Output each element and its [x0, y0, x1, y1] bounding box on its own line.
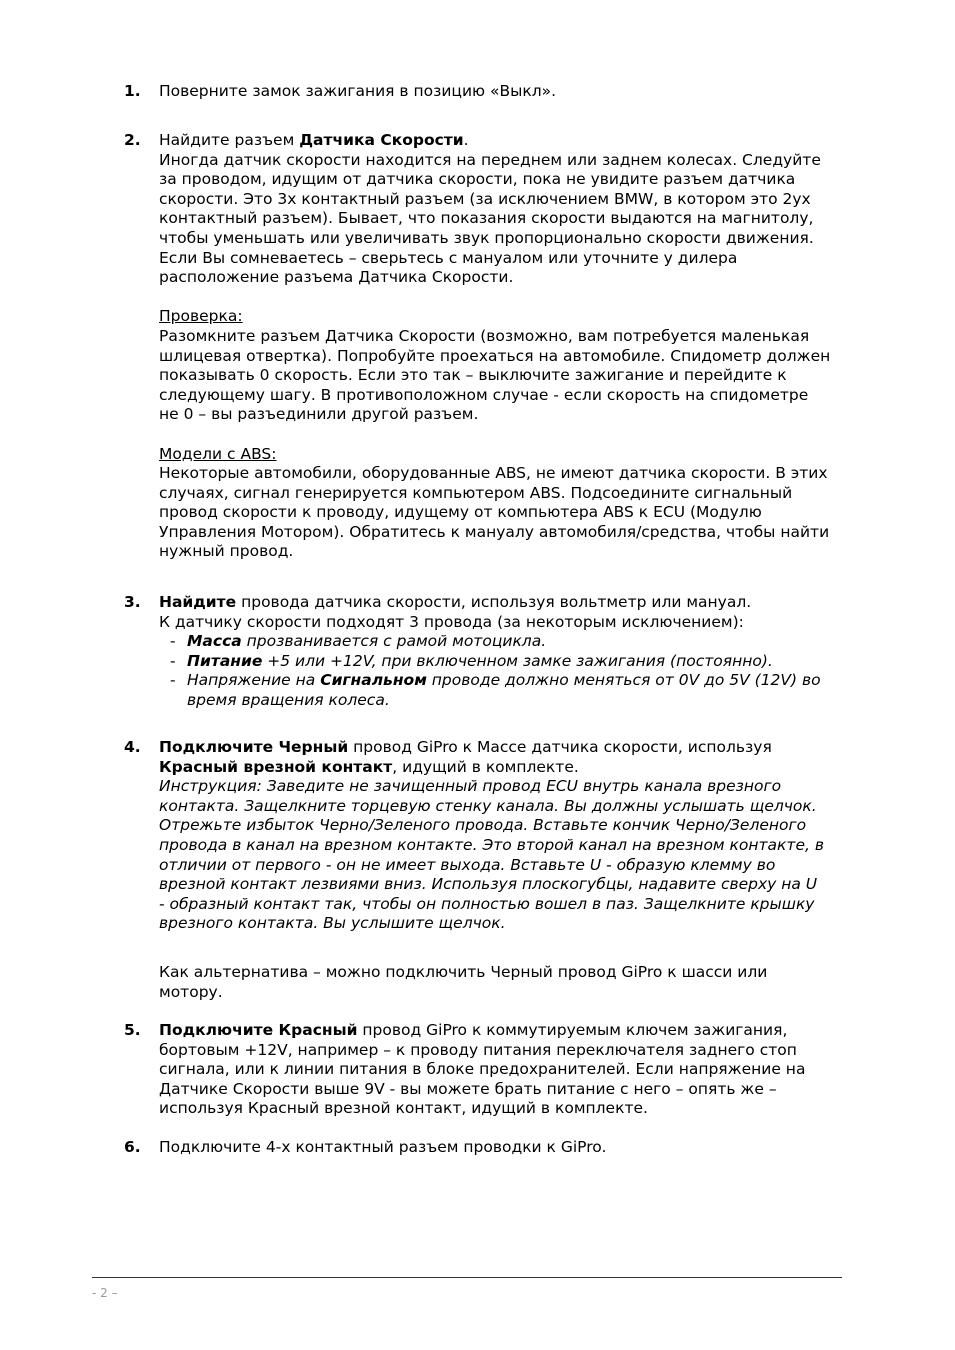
instr-line: Отрежьте избыток Черно/Зеленого провода. Вставьте кончик Черно/Зеленого: [159, 816, 807, 835]
abs-heading: Модели с ABS:: [159, 444, 277, 463]
step-content: [159, 1138, 844, 1158]
instr-line: врезного контакта. Вы услышите щелчок.: [159, 914, 506, 933]
instr-line: отличии от первого - он не имеет выхода. Вставьте U - образую клемму во: [159, 855, 776, 874]
step-text: Подключите 4-х контактный разъем проводки к GiPro.: [159, 1138, 607, 1156]
step-number: 5.: [124, 1021, 141, 1039]
check-heading: Проверка:: [159, 307, 243, 326]
lead-bold: Найдите: [159, 593, 237, 611]
step-content: [159, 738, 844, 1002]
step-content: [159, 82, 844, 102]
instr-line: провода в канал на врезном контакте. Это второй канал на врезном контакте, в: [159, 835, 824, 854]
body-line: расположение разъема Датчика Скорости.: [159, 268, 514, 287]
body-line: Некоторые автомобили, оборудованные ABS, не имеют датчика скорости. В этих: [159, 464, 828, 483]
lead-text: , идущий в комплекте.: [392, 757, 579, 776]
wire-name: Питание: [187, 651, 263, 670]
body-line: Разомкните разъем Датчика Скорости (возможно, вам потребуется маленькая: [159, 326, 810, 345]
wire-item-signal: [159, 671, 844, 691]
body-line: шлицевая отвертка). Попробуйте проехаться на автомобиле. Спидометр должен: [159, 346, 831, 365]
body-line: Иногда датчик скорости находится на переднем или заднем колесах. Следуйте: [159, 150, 821, 169]
step-number: 3.: [124, 593, 141, 611]
step-text: Поверните замок зажигания в позицию «Выкл».: [159, 82, 557, 100]
body-line: бортовым +12V, например – к проводу питания переключателя заднего стоп: [159, 1040, 797, 1059]
lead-bold: Красный врезной контакт: [159, 757, 393, 776]
wire-name: Масса: [187, 632, 242, 651]
wire-desc: проводе должно меняться от 0V до 5V (12V) во: [426, 671, 821, 690]
instr-line: Инструкция: Заведите не зачищенный провод ECU внутрь канала врезного: [159, 777, 782, 796]
alt-line: Как альтернатива – можно подключить Черный провод GiPro к шасси или: [159, 962, 768, 981]
wire-desc: +5 или +12V, при включенном замке зажигания (постоянно).: [262, 651, 773, 670]
wire-item-signal-cont: время вращения колеса.: [187, 690, 390, 709]
wire-item-power: [159, 652, 844, 672]
lead-text: провода датчика скорости, используя вольтметр или мануал.: [236, 593, 752, 611]
step-number: 1.: [124, 82, 141, 100]
lead-text: провод GiPro к Массе датчика скорости, используя: [348, 738, 772, 756]
body-line: [159, 758, 844, 778]
body-line: сигнала, или к линии питания в блоке предохранителей. Если напряжение на: [159, 1060, 806, 1079]
lead-bold: Датчика Скорости: [299, 131, 464, 149]
body-line: Если Вы сомневаетесь – сверьтесь с мануалом или уточните у дилера: [159, 248, 738, 267]
body-line: Управления Мотором). Обратитесь к мануалу автомобиля/средства, чтобы найти: [159, 522, 830, 541]
wire-desc: Напряжение на: [187, 671, 321, 690]
step-number: 2.: [124, 131, 141, 149]
alt-line: мотору.: [159, 982, 223, 1001]
body-line: скорости. Это 3х контактный разъем (за исключением BMW, в котором это 2ух: [159, 189, 811, 208]
step-number: 6.: [124, 1138, 141, 1156]
lead-text: .: [463, 131, 469, 149]
body-line: показывать 0 скорость. Если это так – выключите зажигание и перейдите к: [159, 366, 787, 385]
step-number: 4.: [124, 738, 141, 756]
body-line: К датчику скорости подходят 3 провода (за некоторым исключением):: [159, 612, 744, 631]
footer-divider: [92, 1277, 842, 1278]
step-lead: [159, 738, 844, 758]
body-line: чтобы уменьшать или увеличивать звук пропорционально скорости движения.: [159, 228, 814, 247]
body-line: за проводом, идущим от датчика скорости, пока не увидите разъем датчика: [159, 170, 796, 189]
wire-name: Сигнальном: [320, 671, 427, 690]
lead-bold: Подключите Черный: [159, 738, 349, 756]
body-line: используя Красный врезной контакт, идущий в комплекте.: [159, 1099, 648, 1118]
step-lead: [159, 1021, 844, 1041]
wire-desc: прозванивается с рамой мотоцикла.: [241, 632, 547, 651]
dash-bullet: -: [170, 671, 176, 690]
lead-text: провод GiPro к коммутируемым ключем зажигания,: [357, 1021, 788, 1039]
instr-line: врезной контакт лезвиями вниз. Используя плоскогубцы, надавите сверху на U: [159, 875, 818, 894]
step-lead: [159, 131, 844, 151]
step-content: [159, 131, 844, 562]
dash-bullet: -: [170, 651, 176, 670]
body-line: не 0 – вы разъединили другой разъем.: [159, 405, 479, 424]
step-content: [159, 593, 844, 711]
instr-line: контакта. Защелкните торцевую стенку канала. Вы должны услышать щелчок.: [159, 796, 817, 815]
body-line: случаях, сигнал генерируется компьютером ABS. Подсоедините сигнальный: [159, 483, 793, 502]
page-number: - 2 –: [92, 1286, 118, 1300]
lead-bold: Подключите Красный: [159, 1021, 358, 1039]
step-lead: [159, 593, 844, 613]
body-line: следующему шагу. В противоположном случае - если скорость на спидометре: [159, 385, 809, 404]
body-line: нужный провод.: [159, 542, 294, 561]
dash-bullet: -: [170, 632, 176, 651]
wire-item-mass: [159, 632, 844, 652]
step-content: [159, 1021, 844, 1119]
body-line: Датчике Скорости выше 9V - вы можете брать питание с него – опять же –: [159, 1079, 777, 1098]
lead-text: Найдите разъем: [159, 131, 300, 149]
instr-line: - образный контакт так, чтобы он полностью вошел в паз. Защелкните крышку: [159, 894, 815, 913]
body-line: провод скорости к проводу, идущему от компьютера ABS к ECU (Модулю: [159, 503, 762, 522]
body-line: контактный разъем). Бывает, что показания скорости выдаются на магнитолу,: [159, 209, 814, 228]
